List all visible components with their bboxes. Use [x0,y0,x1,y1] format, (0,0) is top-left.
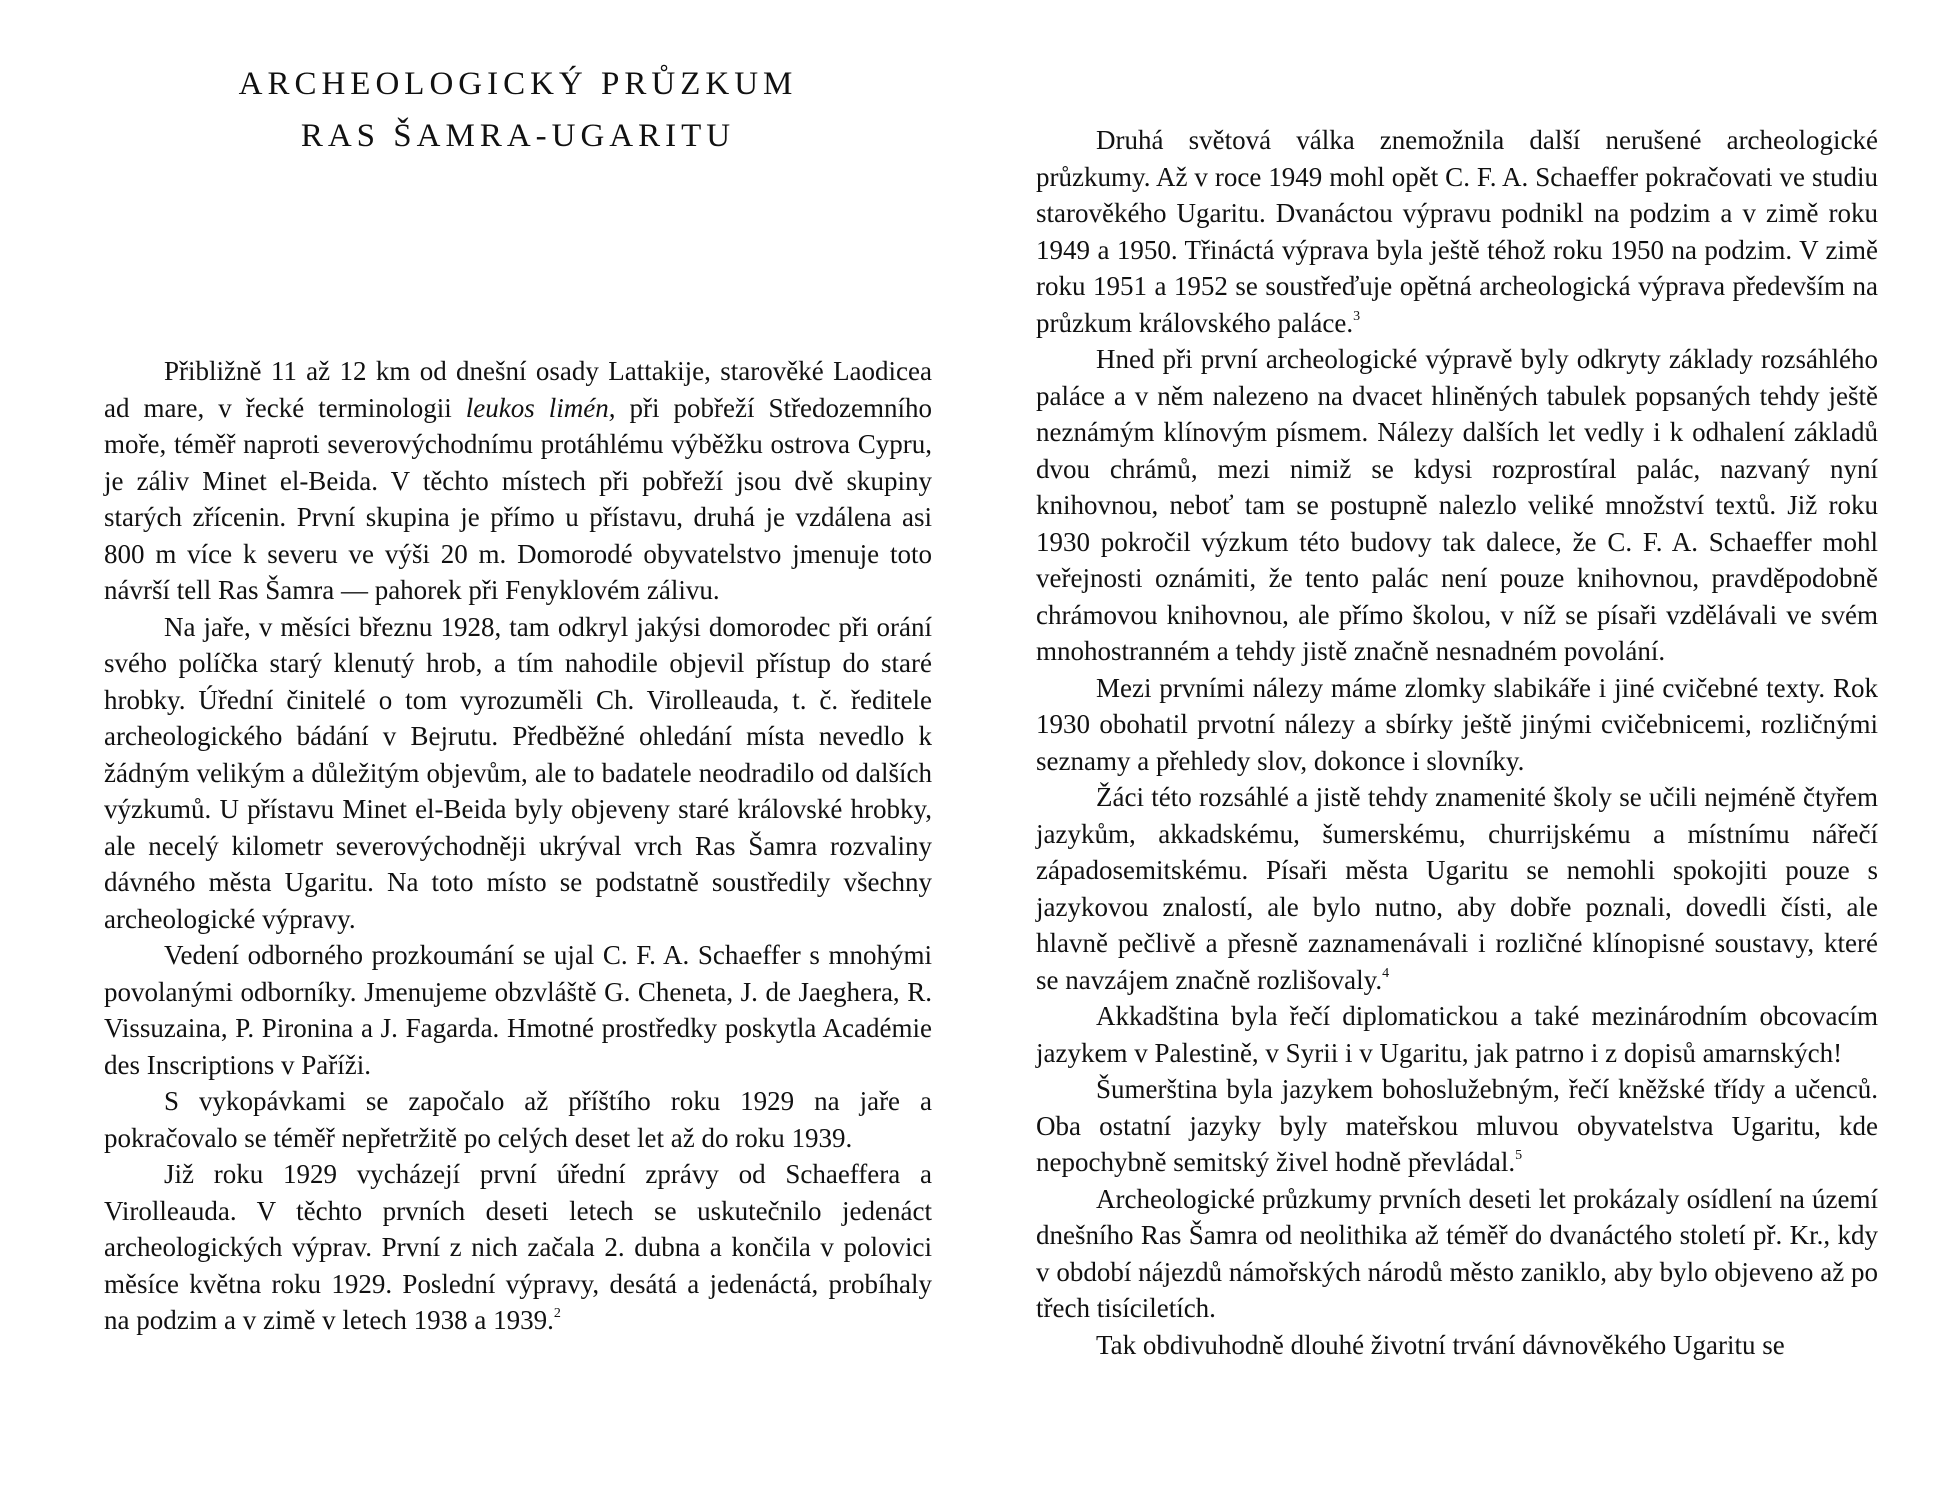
chapter-title [104,58,932,162]
paragraph: Vedení odborného prozkoumání se ujal C. F. A. Schaeffer s mnohými povolanými odborníky. Jmenujeme obzvláště G. Cheneta, J. de Jaeghera, R. Vissuzaina, P. Pironina a J. Fagarda. Hmotné prostředky poskytla Académie des Inscriptions v Paříži. [104,940,932,1080]
footnote-marker[interactable]: 3 [1353,308,1361,324]
paragraph [1036,779,1878,998]
paragraph-text: při pobřeží Středozemního moře, téměř naproti severovýchodnímu protáhlému výběžku ostrova Cypru, je záliv Minet el-Beida. V těchto místech při pobřeží jsou dvě skupiny starých zřícenin. První skupina je přímo u přístavu, druhá je vzdálena asi 800 m více k severu ve výši 20 m. Domorodé obyvatelstvo jmenuje toto návrší tell Ras Šamra — pahorek při Fenyklovém zálivu. [104,392,933,605]
paragraph [104,353,932,609]
paragraph-text: Přibližně 11 až 12 km od dnešní osady Lattakije, starověké Laodicea ad mare, v řecké terminologii [104,356,932,423]
paragraph-text: Šumerština byla jazykem bohoslužebným, řečí kněžské třídy a učenců. Oba ostatní jazyky byly mateřskou mluvou obyvatelstva Ugaritu, kde nepochybně semitský živel hodně převládal. [1036,1074,1878,1177]
paragraph [1036,122,1878,341]
paragraph [104,1156,932,1339]
chapter-title-line-2: RAS ŠAMRA-UGARITU [300,118,736,154]
paragraph: Archeologické průzkumy prvních deseti let prokázaly osídlení na území dnešního Ras Šamra od neolithika až téměř do dvanáctého století př. Kr., kdy v období nájezdů námořských národů město zaniklo, aby bylo objeveno až po třech tisíciletích. [1036,1183,1878,1323]
footnote-marker[interactable]: 5 [1515,1148,1523,1163]
paragraph-text: Druhá světová válka znemožnila další nerušené archeologické průzkumy. Až v roce 1949 mohl opět C. F. A. Schaeffer pokračovati ve studiu starověkého Ugaritu. Dvanáctou výpravu podnikl na podzim a v zimě roku 1949 a 1950. Třináctá výprava byla ještě téhož roku 1950 na podzim. V zimě roku 1951 a 1952 se soustřeďuje opětná archeologická výprava především na průzkum královského paláce. [1036,125,1878,338]
footnote-marker[interactable]: 2 [553,1306,561,1321]
chapter-title-line-1: ARCHEOLOGICKÝ PRŮZKUM [238,66,798,102]
paragraph: Tak obdivuhodně dlouhé životní trvání dávnověkého Ugaritu se [1096,1329,1785,1360]
right-body-text [1036,122,1878,1363]
left-body-text [104,353,932,1339]
paragraph [1036,1071,1878,1181]
paragraph: Mezi prvními nálezy máme zlomky slabikáře i jiné cvičebné texty. Rok 1930 obohatil prvotní nálezy a sbírky ještě jinými cvičebnicemi, rozličnými seznamy a přehledy slov, dokonce i slovníky. [1036,672,1878,776]
paragraph: Akkadština byla řečí diplomatickou a také mezinárodním obcovacím jazykem v Palestině, v Syrii i v Ugaritu, jak patrno i z dopisů amarnských! [1036,1001,1878,1068]
paragraph-text: Žáci této rozsáhlé a jistě tehdy znamenité školy se učili nejméně čtyřem jazykům, akkadskému, šumerskému, churrijskému a místnímu nářečí západosemitskému. Písaři města Ugaritu se nemohli spokojiti pouze s jazykovou znalostí, ale bylo nutno, aby dobře poznali, dovedli čísti, ale hlavně pečlivě a přesně zaznamenávali i rozličné klínopisné soustavy, které se navzájem značně rozlišovaly. [1036,782,1878,995]
footnote-marker[interactable]: 4 [1382,965,1390,981]
paragraph-text: Již roku 1929 vycházejí první úřední zprávy od Schaeffera a Virolleauda. V těchto prvních deseti letech se uskutečnilo jedenáct archeologických výprav. První z nich začala 2. dubna a končila v polovici měsíce května roku 1929. Poslední výpravy, desátá a jedenáctá, probíhaly na podzim a v zimě v letech 1938 a 1939. [104,1159,932,1335]
paragraph: Hned při první archeologické výpravě byly odkryty základy rozsáhlého paláce a v něm nalezeno na dvacet hliněných tabulek popsaných tehdy ještě neznámým klínovým písmem. Nálezy dalších let vedly i k odhalení základů dvou chrámů, mezi nimiž se kdysi rozprostíral palác, nazvaný nyní knihovnou, neboť tam se postupně nalezlo veliké množství textů. Již roku 1930 pokročil výzkum této budovy tak dalece, že C. F. A. Schaeffer mohl veřejnosti oznámiti, že tento palác není pouze knihovnou, pravděpodobně chrámovou knihovnou, ale přímo školou, v níž se písaři vzdělávali ve svém mnohostranném a tehdy jistě značně nesnadném povolání. [1036,344,1878,666]
italic-term: leukos limén, [465,392,616,423]
paragraph: Na jaře, v měsíci březnu 1928, tam odkryl jakýsi domorodec při orání svého políčka starý klenutý hrob, a tím nahodile objevil přístup do staré hrobky. Úřední činitelé o tom vyrozuměli Ch. Virolleauda, t. č. ředitele archeologického bádání v Bejrutu. Předběžné ohledání místa nevedlo k žádným velikým a důležitým objevům, ale to badatele neodradilo od dalších výzkumů. U přístavu Minet el-Beida byly objeveny staré královské hrobky, ale necelý kilometr severovýchodněji ukrýval vrch Ras Šamra rozvaliny dávného města Ugaritu. Na toto místo se podstatně soustředily všechny archeologické výpravy. [104,611,932,934]
paragraph: S vykopávkami se započalo až příštího roku 1929 na jaře a pokračovalo se téměř nepřetržitě po celých deset let až do roku 1939. [104,1086,932,1153]
